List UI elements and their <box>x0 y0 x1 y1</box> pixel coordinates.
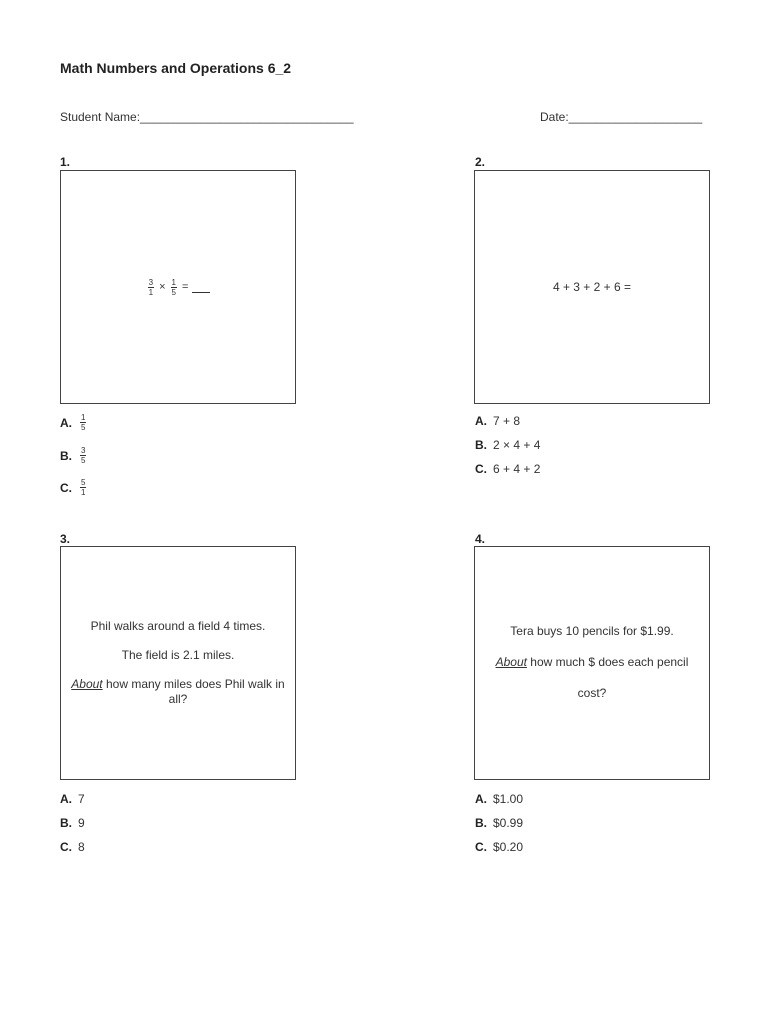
question-3-choice-b[interactable]: B. 9 <box>60 816 85 830</box>
about-emphasis: About <box>71 677 103 691</box>
fraction: $\frac{5}{1}$ <box>81 478 86 497</box>
question-2-choice-b[interactable]: B. 2 × 4 + 4 <box>475 438 541 452</box>
question-4-choice-c[interactable]: C. $0.20 <box>475 840 524 854</box>
question-2-choice-c[interactable]: C. 6 + 4 + 2 <box>475 462 541 476</box>
question-4-number: 4. <box>475 532 486 546</box>
question-4-choice-a[interactable]: A. $1.00 <box>475 792 524 806</box>
question-3-box <box>60 546 296 780</box>
student-name-field[interactable]: Student Name:________________________________ <box>60 110 354 124</box>
question-3-line-2: The field is 2.1 miles. <box>121 648 235 662</box>
question-1-box <box>60 170 296 404</box>
question-2-box <box>474 170 710 404</box>
fraction: $\frac{1}{5}$ <box>81 413 86 432</box>
times-sign: × <box>159 281 166 293</box>
question-3-line-3: About how many miles does Phil walk in all? <box>71 677 285 706</box>
page-title: Math Numbers and Operations 6_2 <box>60 60 292 76</box>
question-1-number: 1. <box>60 155 71 169</box>
answer-blank <box>192 282 210 293</box>
question-2-number: 2. <box>475 155 486 169</box>
question-3-line-1: Phil walks around a field 4 times. <box>90 619 266 633</box>
question-3-number: 3. <box>60 532 71 546</box>
question-1-choice-c[interactable]: C. $\frac{5}{1}$ <box>60 478 86 497</box>
fraction: $\frac{1}{5}$ <box>171 277 176 297</box>
question-1-choice-b[interactable]: B. $\frac{3}{5}$ <box>60 446 86 465</box>
fraction: $\frac{3}{5}$ <box>81 446 86 465</box>
question-4-line-2: About how much $ does each pencil <box>495 655 689 669</box>
fraction: $\frac{3}{1}$ <box>148 277 154 297</box>
question-2-expression: 4 + 3 + 2 + 6 = <box>552 280 632 294</box>
question-2-choice-a[interactable]: A. 7 + 8 <box>475 414 521 428</box>
question-4-box <box>474 546 710 780</box>
question-1-choice-a[interactable]: A. $\frac{1}{5}$ <box>60 413 86 432</box>
date-field[interactable]: Date:____________________ <box>540 110 703 124</box>
question-4-line-1: Tera buys 10 pencils for $1.99. <box>510 624 674 638</box>
about-emphasis: About <box>495 655 527 669</box>
question-3-choice-a[interactable]: A. 7 <box>60 792 85 806</box>
question-4-line-3: cost? <box>577 686 607 700</box>
question-3-choice-c[interactable]: C. 8 <box>60 840 85 854</box>
question-4-choice-b[interactable]: B. $0.99 <box>475 816 524 830</box>
question-1-expression <box>146 278 211 297</box>
equals-sign: = <box>181 281 189 293</box>
